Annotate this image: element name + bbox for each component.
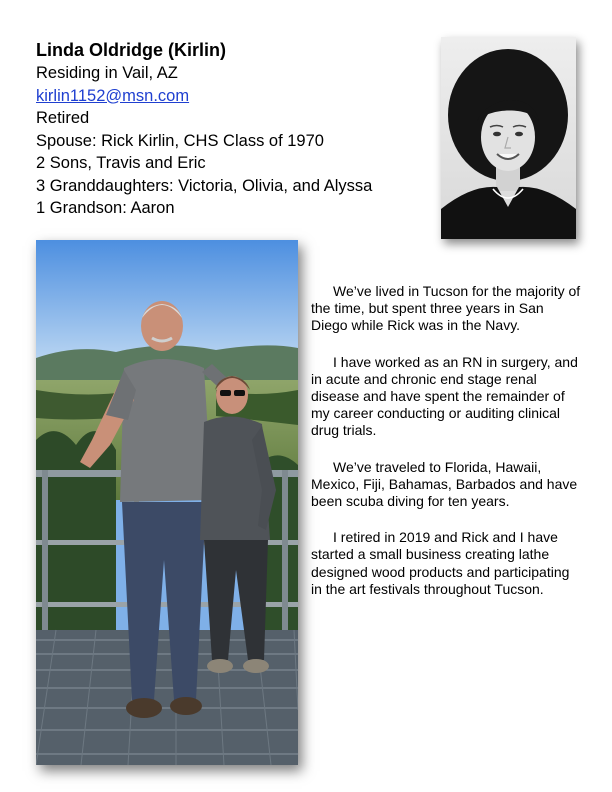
spouse-line: Spouse: Rick Kirlin, CHS Class of 1970 <box>36 131 324 150</box>
story-paragraph: I retired in 2019 and Rick and I have started a small business creating lathe designed wood products and participating in the art festivals throughout Tucson. <box>311 529 570 597</box>
story-text <box>311 283 583 617</box>
granddaughters-line: 3 Granddaughters: Victoria, Olivia, and Alyssa <box>36 176 373 195</box>
story-paragraph: We’ve lived in Tucson for the majority of the time, but spent three years in San Diego while Rick was in the Navy. <box>311 283 581 334</box>
couple-overlook-photo <box>36 240 298 765</box>
yearbook-portrait-photo <box>441 37 576 239</box>
profile-header <box>36 38 436 220</box>
status-line: Retired <box>36 109 90 127</box>
grandson-line: 1 Grandson: Aaron <box>36 199 175 217</box>
email-link[interactable]: kirlin1152@msn.com <box>36 86 190 105</box>
story-paragraph: We’ve traveled to Florida, Hawaii, Mexico, Fiji, Bahamas, Barbados and have been scuba diving for ten years. <box>311 458 578 510</box>
sons-line: 2 Sons, Travis and Eric <box>36 154 206 172</box>
story-paragraph: I have worked as an RN in surgery, and in acute and chronic end stage renal disease and have spent the remainder of my career conducting or auditing clinical drug trials. <box>311 353 578 439</box>
residence-line: Residing in Vail, AZ <box>36 64 178 82</box>
person-name: Linda Oldridge (Kirlin) <box>36 40 226 60</box>
